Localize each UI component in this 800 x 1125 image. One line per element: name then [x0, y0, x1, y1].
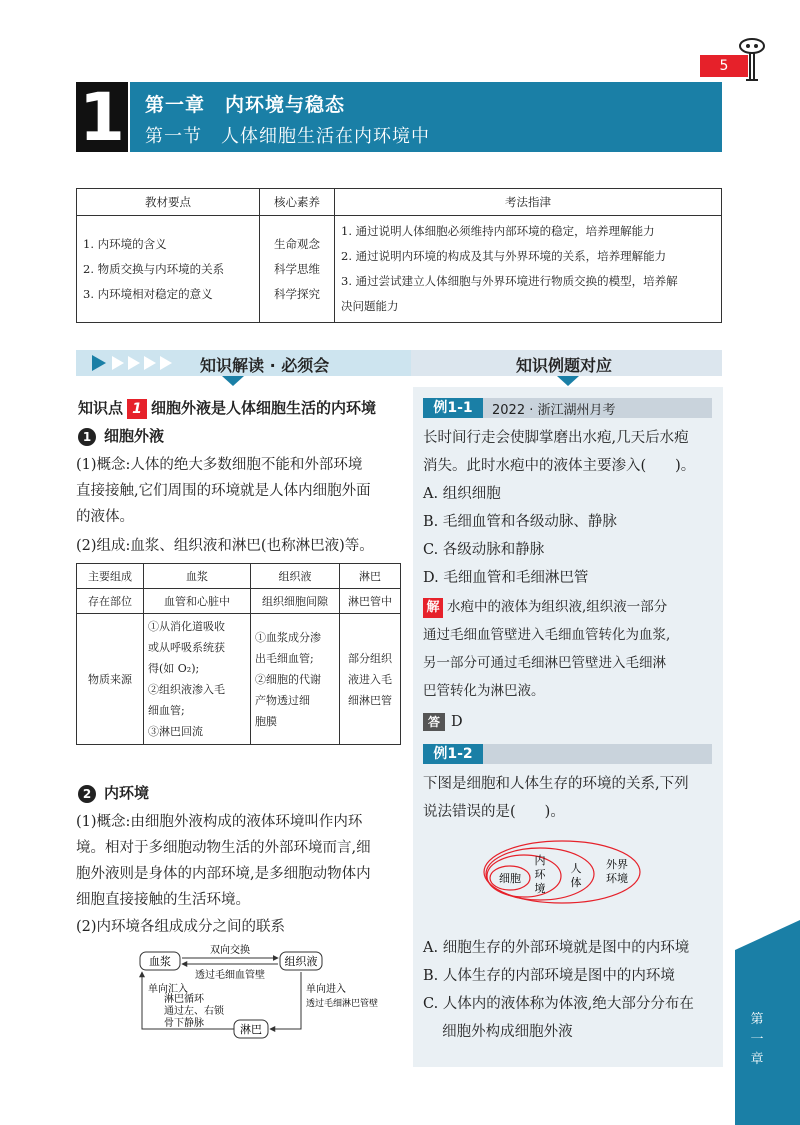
table-cell: 组织细胞间隙 [251, 589, 340, 614]
capillary-label: 透过毛细血管壁 [195, 970, 265, 981]
lymph-label: 淋巴 [240, 1023, 262, 1036]
triangle-down-icon [557, 376, 579, 386]
composition-paragraph: (2)组成:血浆、组织液和淋巴(也称淋巴液)等。 [76, 538, 374, 554]
table-cell: 存在部位 [77, 589, 144, 614]
text-line: 细胞直接接触的生活环境。 [76, 892, 250, 908]
text-line: 细血管; [148, 704, 185, 717]
text-line: 细淋巴管 [348, 693, 392, 707]
text-line: 巴管转化为淋巴液。 [423, 683, 545, 699]
option: C. 人体内的液体称为体液,绝大部分分布在 [423, 996, 694, 1012]
text-line: 另一部分可通过毛细淋巴管壁进入毛细淋 [423, 655, 666, 671]
subheading-text: 内环境 [104, 784, 150, 802]
outer-env-label: 环境 [606, 872, 628, 885]
example-tag: 例1-1 [423, 398, 483, 418]
cell-label: 细胞 [499, 872, 521, 885]
plasma-label: 血浆 [149, 955, 171, 968]
text-line: 通过毛细血管壁进入毛细血管转化为血浆, [423, 627, 671, 643]
number-badge: 1 [78, 428, 96, 446]
text-line: 说法错误的是( )。 [423, 804, 565, 820]
bidirectional-label: 双向交换 [210, 945, 250, 956]
table-cell: 血管和心脏中 [144, 589, 251, 614]
body-label: 人 [570, 862, 582, 875]
side-label: 单向进入 [306, 984, 346, 995]
text-line [423, 593, 715, 621]
table-header: 核心素养 [260, 189, 335, 216]
nested-environment-diagram [480, 838, 680, 906]
points-cell [77, 216, 260, 323]
inner-env-paragraph [76, 809, 406, 913]
option: C. 各级动脉和静脉 [423, 542, 545, 558]
lymph-cycle-label: 通过左、右锁 [164, 1006, 224, 1017]
tissue-source-cell [251, 614, 340, 745]
objectives-table [76, 188, 722, 323]
answer-text: D [451, 714, 463, 730]
text-line: 境。相对于多细胞动物生活的外部环境而言,细 [76, 840, 371, 856]
subheading-text: 细胞外液 [104, 427, 165, 445]
lymph-cycle-label: 骨下静脉 [164, 1018, 204, 1029]
chapter-side-tab [735, 920, 800, 1125]
arrow [270, 972, 301, 1029]
text-line: 胞膜 [255, 714, 277, 728]
option: A. 组织细胞 [423, 486, 501, 502]
chevron-right-icon [160, 356, 172, 370]
table-header: 组织液 [251, 564, 340, 589]
text-line: 液进入毛 [348, 672, 392, 686]
chapter-title: 第一章 内环境与稳态 [145, 94, 346, 116]
text-line: 下图是细胞和人体生存的环境的关系,下列 [423, 776, 689, 792]
text-line: 的液体。 [76, 509, 134, 525]
subheading-2 [78, 780, 149, 806]
lymph-source-cell [340, 614, 401, 745]
kp-text: 细胞外液是人体细胞生活的内环境 [151, 399, 377, 417]
play-arrow-icon [92, 355, 106, 371]
kp-number: 1 [127, 399, 147, 419]
lymph-wall-label: 透过毛细淋巴管壁 [306, 999, 379, 1009]
text-line: 或从呼吸系统获 [148, 641, 225, 654]
example-tag: 例1-2 [423, 744, 483, 764]
options-1 [423, 480, 715, 592]
example-source-bar [483, 744, 712, 764]
outer-env-label: 外界 [606, 858, 628, 871]
question-1 [423, 424, 715, 480]
text-line: (1)概念:由细胞外液构成的液体环境叫作内环 [76, 814, 363, 830]
tissue-fluid-label: 组织液 [284, 955, 318, 968]
list-item: 2. 通过说明内环境的构成及其与外界环境的关系，培养理解能力 [341, 249, 667, 263]
list-item: 决问题能力 [341, 299, 399, 313]
option: B. 人体生存的内部环境是图中的内环境 [423, 968, 675, 984]
table-header: 主要组成 [77, 564, 144, 589]
side-label: 单向汇入 [148, 984, 188, 995]
table-header: 淋巴 [340, 564, 401, 589]
table-cell: 淋巴管中 [340, 589, 401, 614]
text-line: ①血浆成分渗 [255, 630, 321, 644]
list-item: 2. 物质交换与内环境的关系 [83, 261, 225, 276]
text-line: 部分组织 [348, 651, 392, 665]
concept-paragraph [76, 452, 406, 530]
plasma-source-cell [144, 614, 251, 745]
option: 细胞外构成细胞外液 [423, 1024, 573, 1040]
list-item: 生命观念 [274, 236, 320, 251]
guide-cell [335, 216, 722, 323]
inner-env-label: 境 [534, 882, 546, 895]
options-2 [423, 934, 715, 1046]
text-line: 直接接触,它们周围的环境就是人体内细胞外面 [76, 483, 371, 499]
list-item: 1. 内环境的含义 [83, 236, 167, 251]
lymph-cycle-label: 淋巴循环 [164, 994, 204, 1005]
text-line: 产物透过细 [255, 693, 310, 707]
list-item: 3. 通过尝试建立人体细胞与外界环境进行物质交换的模型，培养解 [341, 274, 678, 288]
list-item: 1. 通过说明人体细胞必须维持内部环境的稳定，培养理解能力 [341, 224, 655, 238]
banner-left-title: 知识解读 · 必须会 [200, 356, 330, 375]
text-line: 得(如 O₂); [148, 662, 200, 675]
fluid-relation-diagram [130, 944, 379, 1044]
answer-badge: 答 [423, 713, 445, 731]
section-title: 第一节 人体细胞生活在内环境中 [145, 126, 430, 147]
knowledge-point-title [78, 397, 376, 419]
answer-1 [423, 708, 715, 736]
list-item: 科学思维 [274, 261, 320, 276]
triangle-down-icon [222, 376, 244, 386]
table-header: 血浆 [144, 564, 251, 589]
number-badge: 2 [78, 785, 96, 803]
body-label: 体 [570, 876, 582, 889]
chapter-number-box: 1 [76, 82, 128, 152]
chevron-right-icon [128, 356, 140, 370]
list-item: 科学探究 [274, 286, 320, 301]
table-cell: 物质来源 [77, 614, 144, 745]
inner-env-label: 环 [534, 868, 546, 881]
subheading-1 [78, 423, 164, 449]
chevron-right-icon [144, 356, 156, 370]
text-line: 胞外液则是身体的内部环境,是多细胞动物体内 [76, 866, 371, 882]
mascot-icon [732, 36, 772, 86]
question-2 [423, 770, 715, 826]
page-number: 5 [700, 55, 748, 77]
banner-right-title: 知识例题对应 [516, 356, 613, 375]
relation-paragraph: (2)内环境各组成成分之间的联系 [76, 919, 286, 935]
solution-1 [423, 593, 715, 705]
option: B. 毛细血管和各级动脉、静脉 [423, 514, 617, 530]
text-line: ②组织液渗入毛 [148, 683, 225, 696]
text-line: 消失。此时水疱中的液体主要渗入( )。 [423, 458, 696, 474]
text-line: (1)概念:人体的绝大多数细胞不能和外部环境 [76, 457, 363, 473]
list-item: 3. 内环境相对稳定的意义 [83, 286, 213, 301]
option: D. 毛细血管和毛细淋巴管 [423, 570, 589, 586]
table-header: 教材要点 [77, 189, 260, 216]
inner-env-label: 内 [534, 854, 546, 867]
text-line: ③淋巴回流 [148, 725, 203, 738]
literacy-cell [260, 216, 335, 323]
text-line: 出毛细血管; [255, 651, 314, 665]
composition-table [76, 563, 401, 745]
solution-text: 水疱中的液体为组织液,组织液一部分 [447, 599, 668, 615]
side-tab-label: 第一章 [750, 1012, 764, 1067]
text-line: ①从消化道吸收 [148, 620, 225, 633]
chevron-right-icon [112, 356, 124, 370]
solution-badge: 解 [423, 598, 443, 618]
kp-label: 知识点 [78, 399, 124, 417]
text-line: ②细胞的代谢 [255, 672, 321, 686]
option: A. 细胞生存的外部环境就是图中的内环境 [423, 940, 690, 956]
text-line: 长时间行走会使脚掌磨出水疱,几天后水疱 [423, 430, 689, 446]
example-source: 2022 · 浙江湖州月考 [492, 403, 616, 418]
table-header: 考法指津 [335, 189, 722, 216]
